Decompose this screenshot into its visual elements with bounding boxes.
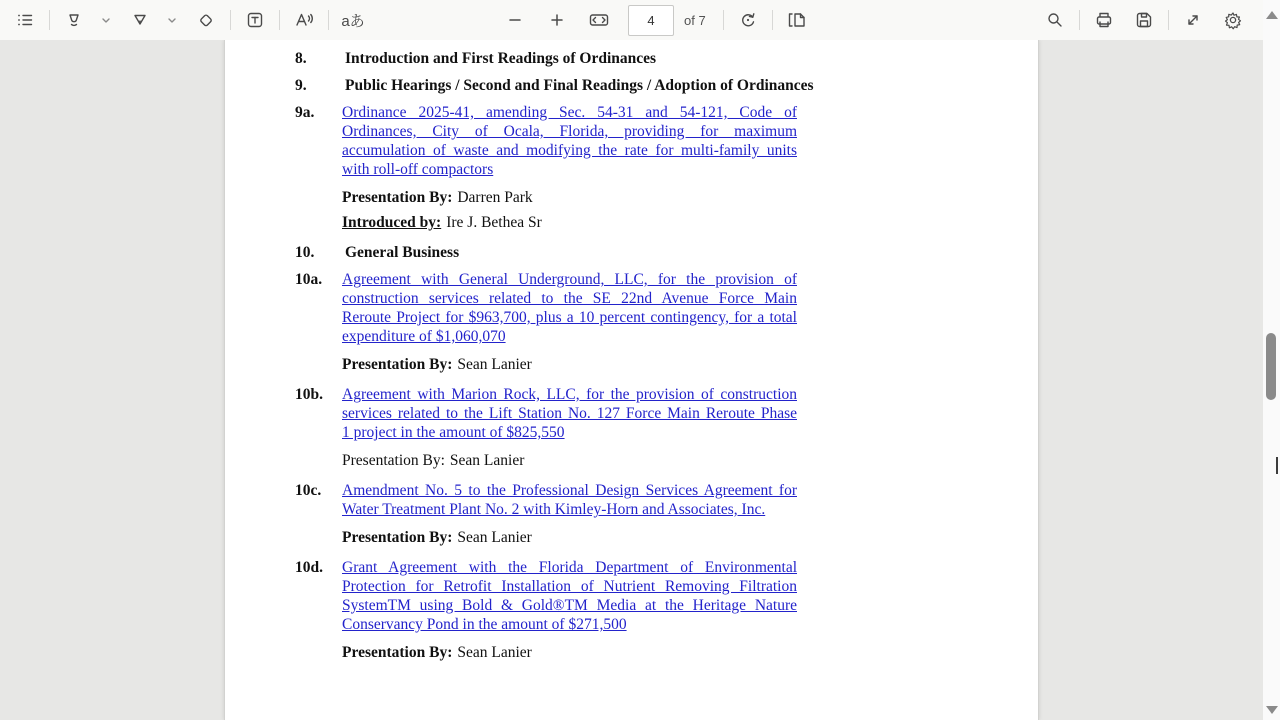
erase-button[interactable] <box>189 5 223 35</box>
agenda-item-meta <box>342 528 797 547</box>
agenda-link-line: SystemTM using Bold & Gold®TM Media at the Heritage Nature <box>342 597 797 614</box>
search-button[interactable] <box>1038 5 1072 35</box>
section-title: Introduction and First Readings of Ordinances <box>345 50 657 67</box>
chevron-down-icon <box>166 14 178 26</box>
scroll-up-arrow[interactable] <box>1266 11 1278 19</box>
toolbar-divider <box>230 10 231 30</box>
document-page <box>224 40 1039 720</box>
agenda-link-line: accumulation of waste and modifying the rate for multi-family units <box>342 142 797 159</box>
fit-to-width-icon <box>588 10 610 30</box>
agenda-link-line: with roll-off compactors <box>342 161 494 178</box>
agenda-section-heading <box>295 243 917 263</box>
agenda-item-number: 10d. <box>295 559 323 576</box>
toolbar-divider <box>723 10 724 30</box>
pdf-toolbar <box>0 0 1280 40</box>
agenda-item-number: 10a. <box>295 271 323 288</box>
agenda-link-line: Ordinances, City of Ocala, Florida, providing for maximum <box>342 123 797 140</box>
translate-button[interactable] <box>336 5 370 35</box>
agenda-link-line: 1 project in the amount of $825,550 <box>342 424 565 441</box>
meta-value: Sean Lanier <box>449 452 525 469</box>
draw-button[interactable] <box>123 5 157 35</box>
page-view-button[interactable] <box>780 5 814 35</box>
agenda-link-line: Protection for Retrofit Installation of Nutrient Removing Filtration <box>342 578 797 595</box>
toolbar-divider <box>279 10 280 30</box>
agenda-item-meta <box>342 355 797 374</box>
add-text-button[interactable] <box>238 5 272 35</box>
meta-value: Darren Park <box>457 189 533 206</box>
text-cursor <box>1276 457 1278 474</box>
agenda-item <box>295 270 917 374</box>
expand-button[interactable] <box>1176 5 1210 35</box>
toolbar-divider <box>328 10 329 30</box>
translate-icon: aあ <box>341 12 365 30</box>
print-button[interactable] <box>1087 5 1121 35</box>
read-aloud-button[interactable] <box>287 5 321 35</box>
meta-value: Ire J. Bethea Sr <box>446 214 542 231</box>
meta-label: Presentation By: <box>342 452 445 469</box>
agenda-item-meta <box>342 213 797 232</box>
agenda-item-link[interactable] <box>342 103 797 179</box>
agenda-link-line: Conservancy Pond in the amount of $271,500 <box>342 616 627 633</box>
agenda-link-line: expenditure of $1,060,070 <box>342 328 506 345</box>
section-title: General Business <box>345 244 460 261</box>
agenda-item-body <box>342 385 797 470</box>
agenda-link-line: Reroute Project for $963,700, plus a 10 percent contingency, for a total <box>342 309 797 326</box>
draw-options-button[interactable] <box>155 5 189 35</box>
table-of-contents-icon <box>15 10 35 30</box>
meta-value: Sean Lanier <box>457 529 532 546</box>
agenda-item-link[interactable] <box>342 270 797 346</box>
save-button[interactable] <box>1127 5 1161 35</box>
agenda-item-number: 10b. <box>295 386 323 403</box>
agenda-item <box>295 481 917 547</box>
agenda-item <box>295 558 917 662</box>
page-view-icon <box>786 10 808 30</box>
gear-icon <box>1223 10 1243 30</box>
agenda-item-meta <box>342 188 797 207</box>
agenda-item-body <box>342 558 797 662</box>
agenda-item-number: 10c. <box>295 482 322 499</box>
table-of-contents-button[interactable] <box>8 5 42 35</box>
highlighter-icon <box>64 10 84 30</box>
agenda-section-heading <box>295 76 917 96</box>
agenda-link-line: services related to the Lift Station No. 127 Force Main Reroute Phase <box>342 405 797 422</box>
meta-label: Presentation By: <box>342 356 453 373</box>
agenda-item-body <box>342 103 797 232</box>
agenda-link-line: Water Treatment Plant No. 2 with Kimley-Horn and Associates, Inc. <box>342 501 766 518</box>
scrollbar-thumb[interactable] <box>1266 333 1276 400</box>
meta-label: Introduced by: <box>342 214 442 231</box>
agenda-link-line: construction services related to the SE 22nd Avenue Force Main <box>342 290 797 307</box>
agenda-link-line: Ordinance 2025-41, amending Sec. 54-31 and 54-121, Code of <box>342 104 797 121</box>
search-icon <box>1045 10 1065 30</box>
agenda-item-body <box>342 270 797 374</box>
rotate-icon <box>738 10 758 30</box>
toolbar-divider <box>49 10 50 30</box>
fit-to-width-button[interactable] <box>582 5 616 35</box>
highlight-options-button[interactable] <box>89 5 123 35</box>
meta-label: Presentation By: <box>342 644 453 661</box>
agenda-item <box>295 385 917 470</box>
agenda-item-link[interactable] <box>342 481 797 519</box>
add-text-icon <box>245 10 265 30</box>
agenda-item-link[interactable] <box>342 558 797 634</box>
meta-label: Presentation By: <box>342 529 453 546</box>
section-number: 10. <box>295 244 315 261</box>
draw-pen-icon <box>130 10 150 30</box>
save-icon <box>1134 10 1154 30</box>
meta-value: Sean Lanier <box>457 356 532 373</box>
scroll-down-arrow[interactable] <box>1266 706 1278 714</box>
read-aloud-icon <box>293 10 315 30</box>
meta-value: Sean Lanier <box>457 644 532 661</box>
zoom-in-button[interactable] <box>540 5 574 35</box>
print-icon <box>1094 10 1114 30</box>
agenda-link-line: Agreement with General Underground, LLC, for the provision of <box>342 271 797 288</box>
agenda-link-line: Grant Agreement with the Florida Department of Environmental <box>342 559 797 576</box>
zoom-in-icon <box>548 11 566 29</box>
chevron-down-icon <box>100 14 112 26</box>
zoom-out-icon <box>506 11 524 29</box>
eraser-icon <box>196 10 216 30</box>
rotate-button[interactable] <box>731 5 765 35</box>
agenda-item-body <box>342 481 797 547</box>
agenda-section-heading <box>295 49 917 69</box>
toolbar-divider <box>772 10 773 30</box>
viewer-canvas <box>0 40 1280 720</box>
settings-button[interactable] <box>1216 5 1250 35</box>
agenda-item <box>295 103 917 232</box>
agenda-item-meta <box>342 643 797 662</box>
expand-icon <box>1183 10 1203 30</box>
highlight-button[interactable] <box>57 5 91 35</box>
toolbar-divider <box>1079 10 1080 30</box>
section-number: 9. <box>295 77 307 94</box>
section-number: 8. <box>295 50 307 67</box>
agenda-item-number: 9a. <box>295 104 315 121</box>
agenda-document <box>225 40 917 662</box>
section-title: Public Hearings / Second and Final Readings / Adoption of Ordinances <box>345 77 814 94</box>
zoom-out-button[interactable] <box>498 5 532 35</box>
meta-label: Presentation By: <box>342 189 453 206</box>
vertical-scrollbar[interactable] <box>1263 0 1280 720</box>
page-number-input[interactable] <box>628 5 674 36</box>
agenda-link-line: Agreement with Marion Rock, LLC, for the provision of construction <box>342 386 797 403</box>
page-count-label: of 7 <box>684 12 706 28</box>
toolbar-divider <box>1168 10 1169 30</box>
agenda-link-line: Amendment No. 5 to the Professional Design Services Agreement for <box>342 482 797 499</box>
agenda-item-link[interactable] <box>342 385 797 442</box>
agenda-item-meta <box>342 451 797 470</box>
